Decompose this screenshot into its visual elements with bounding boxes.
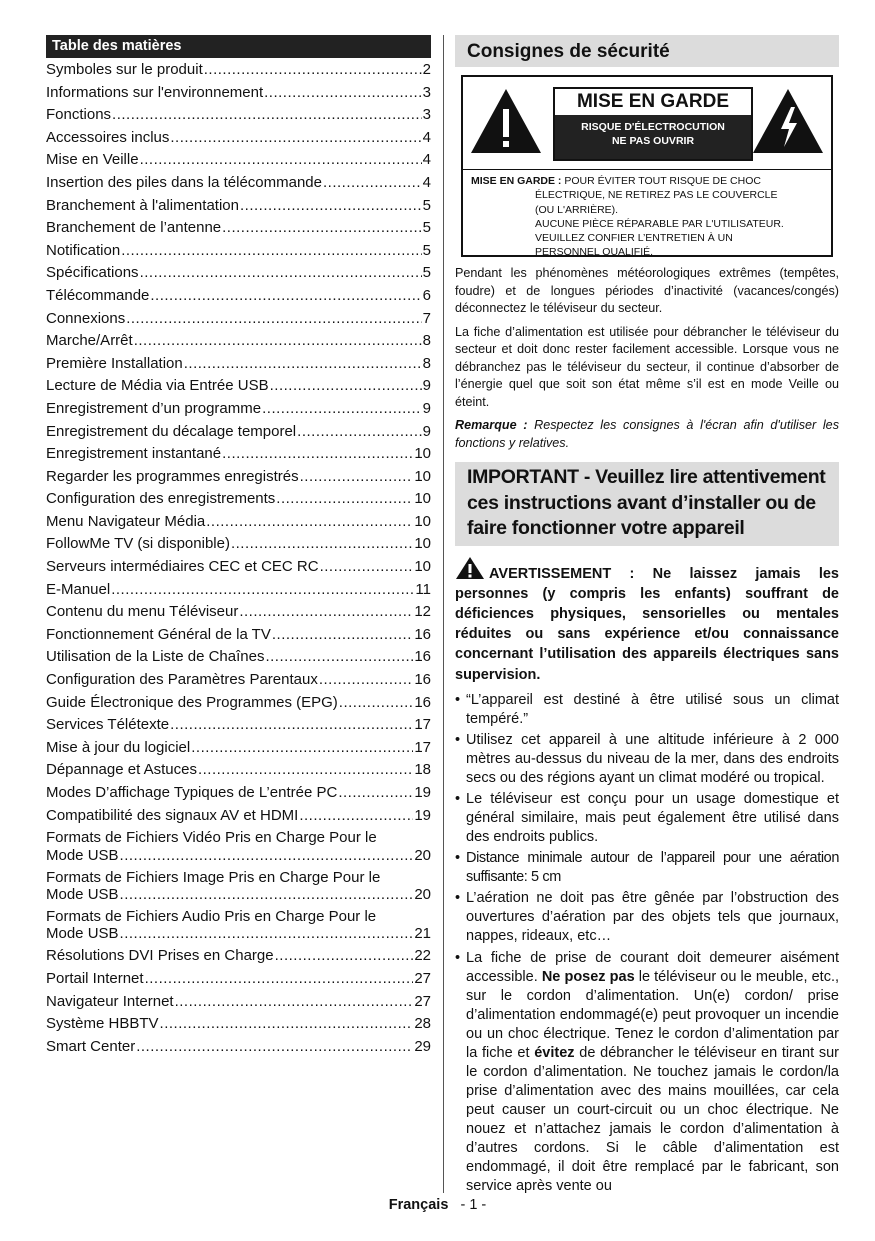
toc-leader-dots (120, 886, 414, 904)
toc-leader-dots (170, 714, 413, 737)
toc-entry[interactable] (46, 759, 431, 782)
toc-entry-title: Regarder les programmes enregistrés (46, 467, 299, 485)
toc-entry-title: Navigateur Internet (46, 992, 174, 1010)
toc-entry-title: Modes D’affichage Typiques de L’entrée PC (46, 784, 338, 801)
toc-entry-page: 16 (414, 648, 431, 666)
list-item: • Le téléviseur est conçu pour un usage domestique et général similaire, mais peut également être utilisé dans des endroits publics. (455, 791, 839, 846)
toc-entry[interactable] (46, 443, 431, 466)
toc-leader-dots (160, 1013, 414, 1036)
caution-label-box (553, 87, 753, 161)
toc-entry[interactable] (46, 488, 431, 511)
list-item: • “L’appareil est destiné à être utilisé sous un climat tempéré.” (455, 691, 839, 727)
toc-leader-dots (140, 149, 422, 172)
toc-entry-title: Mise à jour du logiciel (46, 738, 191, 756)
toc-leader-dots (136, 1036, 413, 1059)
toc-leader-dots (175, 991, 414, 1014)
toc-entry-page: 8 (422, 354, 431, 372)
exclamation-warning-icon (469, 87, 543, 155)
toc-entry-page: 2 (422, 61, 431, 78)
toc-entry[interactable] (46, 398, 431, 421)
toc-entry-title: Connexions (46, 309, 126, 327)
toc-entry-page: 3 (422, 106, 431, 124)
toc-entry[interactable] (46, 59, 431, 82)
toc-title: Table des matières (46, 35, 431, 58)
toc-leader-dots (239, 601, 413, 624)
toc-entry[interactable] (46, 217, 431, 240)
toc-leader-dots (264, 82, 422, 105)
toc-entry[interactable] (46, 240, 431, 263)
column-divider (443, 35, 444, 1193)
toc-entry[interactable] (46, 330, 431, 353)
toc-leader-dots (121, 240, 421, 263)
list-item: • L’aération ne doit pas être gênée par l’obstruction des ouvertures d’aération par des objets tels que journaux, nappes, rideaux, etc… (455, 890, 839, 945)
toc-leader-dots (276, 488, 413, 511)
toc-list (46, 59, 431, 1058)
toc-entry-title: Symboles sur le produit (46, 61, 203, 78)
toc-entry-title: Branchement à l'alimentation (46, 196, 239, 214)
toc-entry[interactable] (46, 737, 431, 760)
toc-leader-dots (126, 308, 421, 331)
toc-entry[interactable] (46, 867, 431, 906)
toc-entry-title: Utilisation de la Liste de Chaînes (46, 648, 265, 666)
warning-paragraph (455, 556, 839, 685)
toc-entry-page: 16 (414, 693, 431, 711)
toc-entry[interactable] (46, 195, 431, 218)
toc-entry-title: Mise en Veille (46, 151, 139, 169)
toc-entry-page: 10 (414, 490, 431, 508)
toc-entry[interactable] (46, 601, 431, 624)
toc-leader-dots (170, 127, 421, 150)
caution-text (463, 170, 831, 260)
toc-entry-page: 5 (422, 219, 431, 237)
toc-entry-page: 10 (414, 558, 431, 576)
toc-entry-title: Menu Navigateur Média (46, 512, 206, 530)
toc-entry-title: Configuration des Paramètres Parentaux (46, 671, 318, 689)
page-number: - 1 - (460, 1197, 487, 1213)
toc-leader-dots (265, 646, 413, 669)
toc-entry-title-cont: Mode USB (46, 886, 119, 904)
toc-leader-dots (240, 195, 422, 218)
toc-entry-title: Fonctions (46, 106, 112, 124)
safety-title: Consignes de sécurité (455, 35, 839, 67)
toc-entry-title: Informations sur l'environnement (46, 83, 264, 101)
toc-entry[interactable] (46, 375, 431, 398)
toc-entry-title: Résolutions DVI Prises en Charge (46, 947, 274, 965)
caution-text-line: (OU L'ARRIÈRE). (535, 203, 619, 216)
warning-triangle-icon (455, 556, 485, 580)
toc-entry[interactable] (46, 466, 431, 489)
toc-leader-dots (120, 925, 414, 943)
toc-entry-title: Notification (46, 241, 121, 259)
toc-leader-dots (120, 847, 414, 865)
toc-entry[interactable] (46, 624, 431, 647)
toc-entry[interactable] (46, 262, 431, 285)
toc-entry-title: Spécifications (46, 264, 139, 282)
caution-subtitle-line1: RISQUE D'ÉLECTROCUTION (581, 121, 725, 133)
toc-entry-title: Serveurs intermédiaires CEC et CEC RC (46, 558, 319, 576)
toc-entry[interactable] (46, 1013, 431, 1036)
safety-bullets (455, 691, 839, 1196)
toc-entry[interactable] (46, 1036, 431, 1059)
toc-entry-page: 29 (414, 1037, 431, 1055)
toc-entry-title: Marche/Arrêt (46, 332, 133, 350)
toc-entry-page: 5 (422, 264, 431, 282)
toc-entry-title: E-Manuel (46, 580, 111, 598)
toc-entry-page: 17 (414, 716, 431, 734)
toc-leader-dots (206, 511, 413, 534)
toc-entry-title: Services Télétexte (46, 716, 170, 734)
toc-entry-page: 5 (422, 196, 431, 214)
toc-entry-title: FollowMe TV (si disponible) (46, 535, 230, 553)
toc-entry[interactable] (46, 945, 431, 968)
toc-entry-page: 7 (422, 309, 431, 327)
caution-text-line: AUCUNE PIÈCE RÉPARABLE PAR L'UTILISATEUR. (535, 217, 784, 230)
toc-entry-page: 19 (414, 806, 431, 824)
toc-entry[interactable] (46, 669, 431, 692)
toc-leader-dots (300, 466, 414, 489)
remark-paragraph (455, 417, 839, 452)
toc-leader-dots (222, 217, 422, 240)
caution-text-label: MISE EN GARDE : (471, 175, 562, 187)
toc-entry-title: Guide Électronique des Programmes (EPG) (46, 693, 338, 711)
toc-entry-page: 12 (414, 603, 431, 621)
toc-leader-dots (231, 533, 413, 556)
toc-entry[interactable] (46, 104, 431, 127)
toc-entry[interactable] (46, 782, 431, 805)
toc-entry-page: 5 (422, 241, 431, 259)
page-footer (0, 1197, 875, 1213)
toc-entry[interactable] (46, 511, 431, 534)
toc-entry[interactable] (46, 991, 431, 1014)
toc-entry-page: 11 (415, 580, 431, 598)
toc-entry[interactable] (46, 805, 431, 828)
lightning-warning-icon (751, 87, 825, 155)
toc-entry-page: 9 (422, 377, 431, 395)
toc-leader-dots (320, 556, 414, 579)
safety-section (455, 35, 839, 1198)
remark-label: Remarque : (455, 418, 528, 432)
footer-language: Français (388, 1197, 449, 1213)
toc-entry-title: Formats de Fichiers Audio Pris en Charge Pour le (46, 907, 377, 925)
toc-entry-page: 27 (414, 969, 431, 987)
remark-text: Respectez les consignes à l'écran afin d'utiliser les fonctions y relatives. (455, 418, 839, 450)
toc-leader-dots (150, 285, 421, 308)
toc-leader-dots (111, 579, 414, 602)
toc-entry[interactable] (46, 646, 431, 669)
toc-leader-dots (204, 59, 422, 82)
power-plug-paragraph: La fiche d’alimentation est utilisée pour débrancher le téléviseur du secteur et doit donc rester facilement accessible. Lorsque vous ne débranchez pas le téléviseur du secteur, il continue d’absorber de l’énergie quel que soit son état même s’il est en mode Veille ou éteint. (455, 324, 839, 409)
toc-entry-page: 9 (422, 422, 431, 440)
toc-leader-dots (184, 353, 422, 376)
toc-leader-dots (299, 805, 413, 828)
toc-entry[interactable] (46, 353, 431, 376)
table-of-contents (46, 35, 431, 1058)
weather-paragraph: Pendant les phénomènes météorologiques extrêmes (tempêtes, foudre) et de longues périodes d’inactivité (vacances/congés) déconnectez le téléviseur du secteur. (455, 266, 839, 315)
toc-entry-title: Système HBBTV (46, 1015, 159, 1033)
caution-text-line: ÉLECTRIQUE, NE RETIREZ PAS LE COUVERCLE (535, 189, 778, 202)
toc-leader-dots (112, 104, 422, 127)
toc-entry-page: 10 (414, 535, 431, 553)
toc-entry-page: 21 (414, 925, 431, 943)
toc-leader-dots (297, 421, 422, 444)
toc-leader-dots (134, 330, 422, 353)
toc-entry-title: Enregistrement du décalage temporel (46, 422, 297, 440)
important-heading: IMPORTANT - Veuillez lire attentivement ces instructions avant d’installer ou de faire fonctionner votre appareil (455, 462, 839, 546)
toc-entry-page: 20 (414, 846, 431, 864)
toc-entry-page: 6 (422, 286, 431, 304)
toc-entry[interactable] (46, 308, 431, 331)
toc-leader-dots (323, 172, 422, 195)
toc-leader-dots (270, 375, 422, 398)
toc-entry[interactable] (46, 149, 431, 172)
toc-entry-page: 8 (422, 332, 431, 350)
toc-leader-dots (145, 968, 414, 991)
toc-leader-dots (140, 262, 422, 285)
toc-entry-title: Accessoires inclus (46, 128, 170, 146)
toc-entry-page: 9 (422, 399, 431, 417)
toc-entry-page: 10 (414, 445, 431, 463)
toc-entry-title: Smart Center (46, 1037, 136, 1055)
list-item: • Utilisez cet appareil à une altitude inférieure à 2 000 mètres au-dessus du niveau de la mer, dans des endroits secs ou des régions ayant un climat modéré ou tropical. (455, 731, 839, 786)
toc-entry-title: Formats de Fichiers Image Pris en Charge Pour le (46, 868, 381, 886)
toc-entry-page: 3 (422, 83, 431, 101)
toc-entry[interactable] (46, 827, 431, 866)
toc-entry-page: 20 (414, 886, 431, 904)
toc-entry-title-cont: Mode USB (46, 925, 119, 943)
toc-entry-title: Première Installation (46, 354, 183, 372)
toc-entry-page: 4 (422, 173, 431, 191)
toc-entry-page: 17 (414, 738, 431, 756)
toc-entry[interactable] (46, 533, 431, 556)
toc-entry-title: Formats de Fichiers Vidéo Pris en Charge Pour le (46, 829, 377, 847)
toc-entry-page: 10 (414, 512, 431, 530)
toc-entry-title: Portail Internet (46, 969, 144, 987)
toc-entry-title: Insertion des piles dans la télécommande (46, 173, 322, 191)
toc-entry-page: 10 (414, 467, 431, 485)
caution-text-line: POUR ÉVITER TOUT RISQUE DE CHOC (561, 175, 761, 187)
toc-entry-page: 18 (414, 761, 431, 779)
toc-entry[interactable] (46, 692, 431, 715)
toc-entry-title: Fonctionnement Général de la TV (46, 625, 271, 643)
toc-entry-title: Contenu du menu Téléviseur (46, 603, 239, 621)
toc-entry-page: 28 (414, 1015, 431, 1033)
toc-entry-title: Télécommande (46, 286, 150, 304)
toc-leader-dots (191, 737, 413, 760)
toc-entry[interactable] (46, 285, 431, 308)
toc-entry[interactable] (46, 906, 431, 945)
toc-entry[interactable] (46, 714, 431, 737)
toc-entry[interactable] (46, 82, 431, 105)
toc-entry[interactable] (46, 127, 431, 150)
caution-text-line: PERSONNEL QUALIFIÉ. (535, 246, 654, 259)
toc-leader-dots (262, 398, 422, 421)
toc-entry[interactable] (46, 172, 431, 195)
toc-leader-dots (319, 669, 413, 692)
toc-entry[interactable] (46, 579, 431, 602)
list-item: • Distance minimale autour de l’appareil pour une aération suffisante: 5 cm (455, 850, 839, 886)
toc-entry-page: 16 (414, 671, 431, 689)
toc-entry-title-cont: Mode USB (46, 846, 119, 864)
toc-entry-page: 16 (414, 625, 431, 643)
caution-box (461, 75, 833, 257)
caution-text-line: VEUILLEZ CONFIER L’ENTRETIEN À UN (535, 232, 733, 245)
warning-text: AVERTISSEMENT : Ne laissez jamais les personnes (y compris les enfants) souffrant de déficiences physiques, sensorielles ou mentales réduites ou sans expérience et/ou connaissance concernant l’utilisation des appareils électriques sans supervision. (455, 565, 839, 683)
toc-entry-title: Enregistrement instantané (46, 445, 222, 463)
toc-leader-dots (198, 759, 413, 782)
toc-leader-dots (339, 692, 414, 715)
toc-entry-title: Configuration des enregistrements (46, 490, 276, 508)
list-item: • La fiche de prise de courant doit demeurer aisément accessible. Ne posez pas le téléviseur ou le meuble, etc., sur le cordon d’alimentation. Un(e) cordon/ prise d’alimentation endommagé(e) peut provoquer un incendie ou un choc électrique. Tenez le cordon d’alimentation par la fiche et évitez de débrancher le téléviseur en tirant sur le cordon d’alimentation. Ne touchez jamais le cordon/la prise d’alimentation avec des mains mouillées, car cela peut causer un court-circuit ou un choc électrique. Ne nouez et n’attachez jamais le cordon d’alimentation à d’autres cordons. Si le câble d’alimentation est endommagé, il doit être remplacé par le fabricant, son service après vente ou (455, 949, 839, 1194)
caution-subtitle (555, 115, 751, 159)
toc-entry[interactable] (46, 968, 431, 991)
toc-leader-dots (275, 945, 414, 968)
toc-entry-title: Enregistrement d’un programme (46, 399, 262, 417)
toc-entry-page: 27 (414, 992, 431, 1010)
toc-leader-dots (338, 782, 413, 805)
toc-entry-title: Dépannage et Astuces (46, 761, 197, 779)
toc-entry-title: Branchement de l’antenne (46, 219, 222, 237)
toc-entry[interactable] (46, 421, 431, 444)
toc-entry-page: 4 (422, 151, 431, 169)
toc-entry-title: Compatibilité des signaux AV et HDMI (46, 806, 299, 824)
caution-subtitle-line2: NE PAS OUVRIR (611, 135, 695, 147)
toc-entry[interactable] (46, 556, 431, 579)
toc-entry-page: 22 (414, 947, 431, 965)
toc-leader-dots (272, 624, 413, 647)
toc-entry-page: 4 (422, 128, 431, 146)
toc-entry-title: Lecture de Média via Entrée USB (46, 377, 269, 395)
toc-leader-dots (222, 443, 413, 466)
caution-title: MISE EN GARDE (576, 91, 730, 112)
toc-entry-page: 19 (414, 784, 431, 801)
